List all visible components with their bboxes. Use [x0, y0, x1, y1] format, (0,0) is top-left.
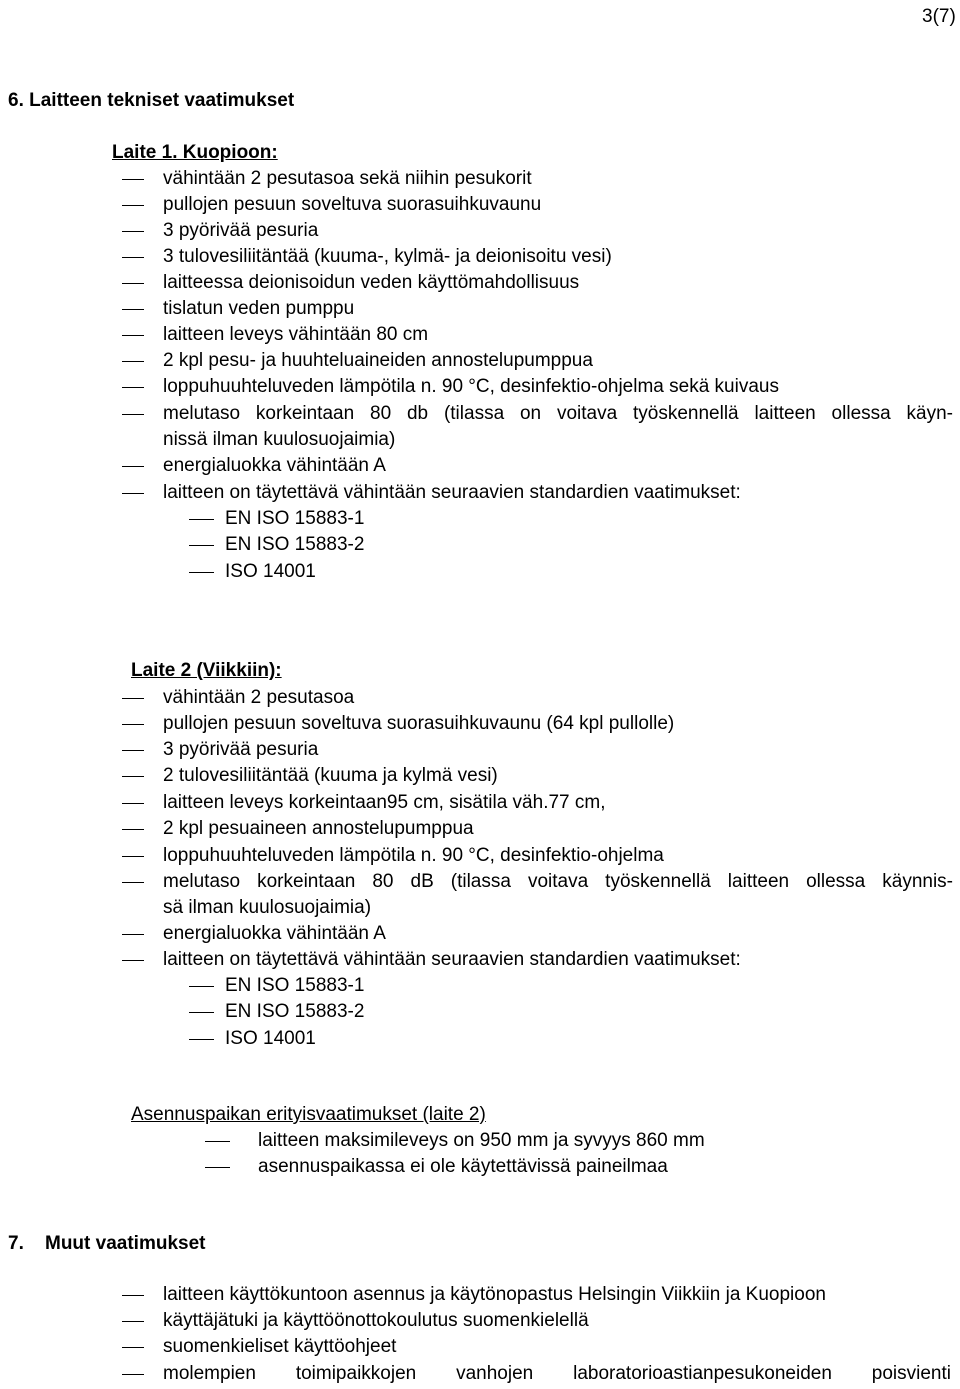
dash-bullet	[122, 414, 144, 415]
dash-bullet	[122, 776, 144, 777]
list-item: käyttäjätuki ja käyttöönottokoulutus suomenkielellä	[163, 1310, 589, 1331]
list-item: melutaso korkeintaan 80 db (tilassa on voitava työskennellä laitteen ollessa käyn-	[163, 403, 953, 424]
dash-bullet	[205, 1167, 230, 1168]
dash-bullet	[122, 283, 144, 284]
dash-bullet	[122, 1347, 144, 1348]
list-item: 3 pyörivää pesuria	[163, 220, 319, 241]
list-item: loppuhuuhteluveden lämpötila n. 90 °C, desinfektio-ohjelma	[163, 845, 664, 866]
list-item: ISO 14001	[225, 1028, 316, 1049]
list-item: asennuspaikassa ei ole käytettävissä paineilmaa	[258, 1156, 668, 1177]
list-item: ISO 14001	[225, 561, 316, 582]
list-item: laitteen on täytettävä vähintään seuraavien standardien vaatimukset:	[163, 482, 741, 503]
dash-bullet	[122, 934, 144, 935]
dash-bullet	[122, 361, 144, 362]
list-item: EN ISO 15883-2	[225, 534, 365, 555]
device-1-title: Laite 1. Kuopioon:	[112, 142, 278, 163]
list-item: tislatun veden pumppu	[163, 298, 355, 319]
dash-bullet	[189, 1012, 214, 1013]
dash-bullet	[122, 205, 144, 206]
list-item: pullojen pesuun soveltuva suorasuihkuvaunu (64 kpl pullolle)	[163, 713, 675, 734]
list-item: melutaso korkeintaan 80 dB (tilassa voitava työskennellä laitteen ollessa käynnis-	[163, 871, 953, 892]
list-item: laitteen käyttökuntoon asennus ja käytönopastus Helsingin Viikkiin ja Kuopioon	[163, 1284, 826, 1305]
dash-bullet	[122, 803, 144, 804]
list-item: molempien toimipaikkojen vanhojen laboratorioastianpesukoneiden poisvienti	[163, 1363, 951, 1384]
list-item: 2 kpl pesuaineen annostelupumppua	[163, 818, 474, 839]
section-7-number: 7.	[8, 1233, 24, 1254]
list-item: suomenkieliset käyttöohjeet	[163, 1336, 397, 1357]
installation-title: Asennuspaikan erityisvaatimukset (laite 2)	[131, 1104, 486, 1125]
list-item: 3 tulovesiliitäntää (kuuma-, kylmä- ja deionisoitu vesi)	[163, 246, 612, 267]
list-item: energialuokka vähintään A	[163, 455, 386, 476]
list-item: laitteen leveys korkeintaan95 cm, sisätila väh.77 cm,	[163, 792, 606, 813]
dash-bullet	[122, 257, 144, 258]
list-item: 2 tulovesiliitäntää (kuuma ja kylmä vesi)	[163, 765, 498, 786]
list-item: 2 kpl pesu- ja huuhteluaineiden annostelupumppua	[163, 350, 593, 371]
list-item: vähintään 2 pesutasoa sekä niihin pesukorit	[163, 168, 532, 189]
list-item: sä ilman kuulosuojaimia)	[163, 897, 372, 918]
section-6-heading: 6. Laitteen tekniset vaatimukset	[8, 90, 295, 111]
dash-bullet	[122, 882, 144, 883]
dash-bullet	[189, 986, 214, 987]
dash-bullet	[122, 1295, 144, 1296]
list-item: vähintään 2 pesutasoa	[163, 687, 355, 708]
device-2-title: Laite 2 (Viikkiin):	[131, 660, 282, 681]
dash-bullet	[122, 1374, 144, 1375]
list-item: EN ISO 15883-2	[225, 1001, 365, 1022]
list-item: laitteen maksimileveys on 950 mm ja syvyys 860 mm	[258, 1130, 705, 1151]
dash-bullet	[122, 231, 144, 232]
dash-bullet	[122, 1321, 144, 1322]
dash-bullet	[122, 493, 144, 494]
dash-bullet	[122, 698, 144, 699]
dash-bullet	[122, 829, 144, 830]
list-item: laitteen on täytettävä vähintään seuraavien standardien vaatimukset:	[163, 949, 741, 970]
dash-bullet	[189, 572, 214, 573]
dash-bullet	[122, 179, 144, 180]
page-number: 3(7)	[922, 6, 956, 27]
dash-bullet	[122, 750, 144, 751]
list-item: 3 pyörivää pesuria	[163, 739, 319, 760]
list-item: nissä ilman kuulosuojaimia)	[163, 429, 396, 450]
list-item: loppuhuuhteluveden lämpötila n. 90 °C, desinfektio-ohjelma sekä kuivaus	[163, 376, 779, 397]
section-7-title: Muut vaatimukset	[45, 1233, 206, 1254]
dash-bullet	[189, 519, 214, 520]
dash-bullet	[122, 309, 144, 310]
dash-bullet	[205, 1141, 230, 1142]
dash-bullet	[122, 335, 144, 336]
list-item: EN ISO 15883-1	[225, 975, 365, 996]
dash-bullet	[122, 387, 144, 388]
dash-bullet	[122, 856, 144, 857]
dash-bullet	[189, 1039, 214, 1040]
list-item: laitteessa deionisoidun veden käyttömahdollisuus	[163, 272, 580, 293]
list-item: energialuokka vähintään A	[163, 923, 386, 944]
dash-bullet	[189, 545, 214, 546]
list-item: EN ISO 15883-1	[225, 508, 365, 529]
list-item: pullojen pesuun soveltuva suorasuihkuvaunu	[163, 194, 542, 215]
dash-bullet	[122, 960, 144, 961]
dash-bullet	[122, 724, 144, 725]
dash-bullet	[122, 466, 144, 467]
list-item: laitteen leveys vähintään 80 cm	[163, 324, 429, 345]
